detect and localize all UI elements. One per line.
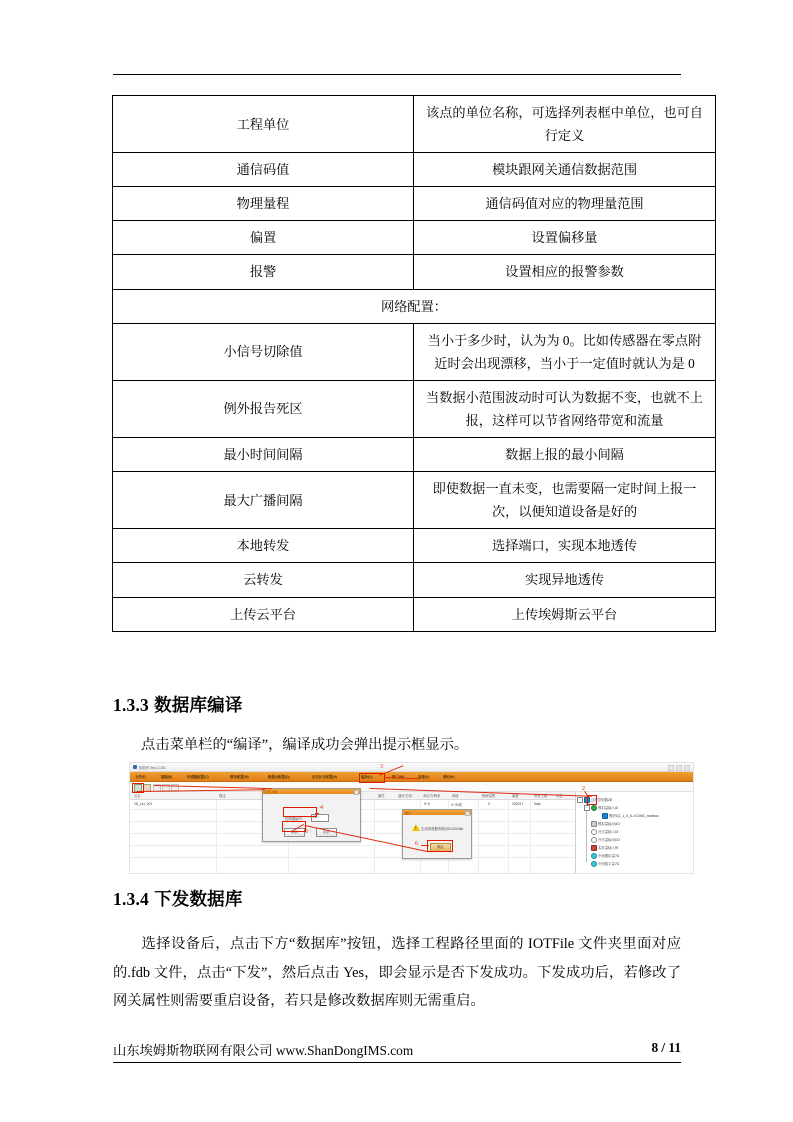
grid-header-desc: 描述 [219,794,226,798]
digital-output-icon [591,837,597,843]
table-cell-desc: 模块跟网关通信数据范围 [414,153,716,187]
table-cell-name: 最大广播间隔 [113,472,414,529]
menu-item-module[interactable]: 模块配置(M) [230,775,249,779]
grid-header-physical: 物理量程 [482,794,496,798]
table-cell-desc: 选择端口，实现本地透传 [414,529,716,563]
table-cell-desc: 通信码值对应的物理量范围 [414,187,716,221]
section-heading-133 [113,692,243,717]
grid-header-type: 类型 [556,794,563,798]
warning-icon [412,824,420,831]
specification-table [112,95,716,632]
section-title: 数据库编译 [154,695,243,715]
table-row [113,472,716,529]
table-cell-name: 云转发 [113,563,414,597]
grid-header-alarmhigh: 报警上限 [534,794,548,798]
table-row [113,380,716,437]
annotation-number-3: 3 [380,764,383,770]
menu-item-history[interactable]: 历史补召配置(H) [312,775,338,779]
annotation-number-4: 4 [320,805,323,811]
footer-rule [113,1062,681,1063]
tree-item-controller[interactable]: 边缘控制器28 [591,798,612,802]
tree-item-digital-input[interactable]: 开关量输入DI [598,830,619,834]
table-cell-name: 报警 [113,255,414,289]
grid-cell-alarm[interactable]: 22001T [512,802,524,806]
menu-item-sensor[interactable]: 传感器配置(C) [187,775,209,779]
dialog-ok-button[interactable]: 确认 [284,828,305,837]
table-cell-desc: 当数据小范围波动时可认为数据不变，也就不上报，这样可以节省网络带宽和流量 [414,380,716,437]
annotation-line-4 [315,813,319,814]
tree-expander-root[interactable]: − [578,797,581,801]
annotation-line-6 [421,845,429,846]
table-row [113,187,716,221]
table-cell-name: 上传云平台 [113,597,414,631]
controller-id-value: 28 [313,815,317,820]
tree-item-analog-input[interactable]: 模拟量输入AI [598,806,619,810]
messagebox-ok-button[interactable]: 确定 [430,843,451,852]
grid-header-unit: 单位/分辨率 [423,794,441,798]
minimize-icon[interactable] [668,765,674,771]
tree-item-realtime-input[interactable]: 实时量输入RI [598,846,619,850]
grid-cell-type[interactable]: float [534,802,541,806]
table-cell-name: 本地转发 [113,529,414,563]
module-icon [602,813,608,819]
grid-header-offset: 偏置 [512,794,519,798]
menu-item-file[interactable]: 文件(F) [135,775,147,779]
table-cell-desc: 即使数据一直未变，也需要隔一定时间上报一次，以便知道设备是好的 [414,472,716,529]
paragraph-text: 选择设备后，点击下方“数据库”按钮，选择工程路径里面的 IOTFile 文件夹里面对应的.fdb 文件，点击“下发”，然后点击 Yes，即会显示是否下发成功。下发成功后，若修改了网关属性则需要重启设备，若只是修改数据库则无需重启。 [113,936,681,1010]
table-cell-desc: 当小于多少时，认为为 0。比如传感器在零点附近时会出现漂移，当小于一定值时就认为是 0 [414,323,716,380]
table-cell-name: 物理量程 [113,187,414,221]
table-row [113,96,716,153]
table-cell-desc: 设置偏移量 [414,221,716,255]
table-row [113,221,716,255]
section-number: 1.3.3 [113,695,149,715]
paragraph-text: 点击菜单栏的“编译”，编译成功会弹出提示框显示。 [141,737,469,753]
table-row [113,563,716,597]
app-window-title: 数据库 Ver1.0.101 [139,765,166,770]
grid-header-pointname: 点名 [134,794,141,798]
table-cell-desc: 设置相应的报警参数 [414,255,716,289]
tree-item-module[interactable]: 模块1[1_1_0_8->COM1_modbus [609,814,659,818]
section-number: 1.3.4 [113,889,149,909]
grid-cell-unit[interactable]: 0~6 [424,802,430,806]
menu-item-datapoint[interactable]: 数据点配置(D) [268,775,290,779]
tree-item-digital-output[interactable]: 开关量输出DO [598,838,621,842]
table-row [113,323,716,380]
table-cell-name: 例外报告死区 [113,380,414,437]
grid-cell-code[interactable]: 0~30度 [451,803,463,807]
tree-expander-ai[interactable]: − [585,805,588,809]
table-cell-name: 通信码值 [113,153,414,187]
grid-header-code: 码值 [452,794,459,798]
menu-item-help[interactable]: 帮助(H) [443,775,455,779]
annotation-number-2: 2 [582,786,585,792]
footer-website: www.ShanDongIMS.com [275,1043,414,1058]
tree-item-mid-analog[interactable]: 中间模拟量7A [598,854,620,858]
mid-digital-icon [591,861,597,867]
menu-item-view[interactable]: 查看(V) [418,775,430,779]
section-title: 下发数据库 [154,889,243,909]
mid-analog-icon [591,853,597,859]
embedded-screenshot [129,762,694,874]
menu-item-window[interactable]: 窗口(W) [392,775,405,779]
tree-item-mid-digital[interactable]: 中间数字量7D [598,862,620,866]
messagebox-close-icon[interactable] [465,811,470,816]
table-row [113,153,716,187]
grid-header-bus: 通讯/总线 [398,794,413,798]
digital-input-icon [591,829,597,835]
table-row [113,255,716,289]
window-controls[interactable] [668,765,690,771]
analog-output-icon [591,821,597,827]
messagebox-titlebar [403,810,471,815]
dialog-cancel-button[interactable]: 取消 [316,828,337,837]
table-cell-desc: 上传埃姆斯云平台 [414,597,716,631]
messagebox-title: 提示 [405,810,412,815]
analog-input-icon [591,805,597,811]
table-cell-name: 偏置 [113,221,414,255]
controller-id-label: 控制器编号: [285,817,303,821]
footer-page-number: 8 / 11 [651,1040,681,1055]
table-cell-name: 最小时间间隔 [113,438,414,472]
table-cell-desc: 数据上报的最小间隔 [414,438,716,472]
menu-item-edit[interactable]: 编辑(E) [161,775,173,779]
app-titlebar [130,763,693,772]
table-cell-name: 工程单位 [113,96,414,153]
table-row [113,597,716,631]
header-rule [113,74,681,75]
grid-cell-offset[interactable]: 0 [488,802,490,806]
grid-cell-pointname[interactable]: 28_1AI_001 [134,802,153,806]
menu-item-compile[interactable]: 编译(C) [361,775,373,779]
app-icon [133,765,137,769]
table-section-header: 网络配置： [113,289,716,323]
section-heading-134 [113,886,243,911]
table-row [113,438,716,472]
footer-company-name: 山东埃姆斯物联网有限公司 [113,1043,273,1058]
section-paragraph-133 [113,731,681,760]
annotation-box-messagebox-ok [427,840,453,852]
tree-item-analog-output[interactable]: 模拟量输出AO [598,822,620,826]
table-section-row [113,289,716,323]
table-row [113,529,716,563]
close-icon[interactable] [684,765,690,771]
table-cell-desc: 该点的单位名称，可选择列表框中单位，也可自行定义 [414,96,716,153]
grid-header-attr: 属性 [378,794,385,798]
annotation-number-5: 5 [305,829,308,835]
maximize-icon[interactable] [676,765,682,771]
footer-company-info [113,1040,413,1059]
table-cell-desc: 实现异地透传 [414,563,716,597]
realtime-input-icon [591,845,597,851]
dialog-title: 打包下载 [265,789,278,794]
messagebox-text: 生成的数据库路径D:\OS.fdb [421,827,464,831]
annotation-number-6: 6 [415,841,418,847]
table-cell-name: 小信号切除值 [113,323,414,380]
section-paragraph-134 [113,930,681,1016]
